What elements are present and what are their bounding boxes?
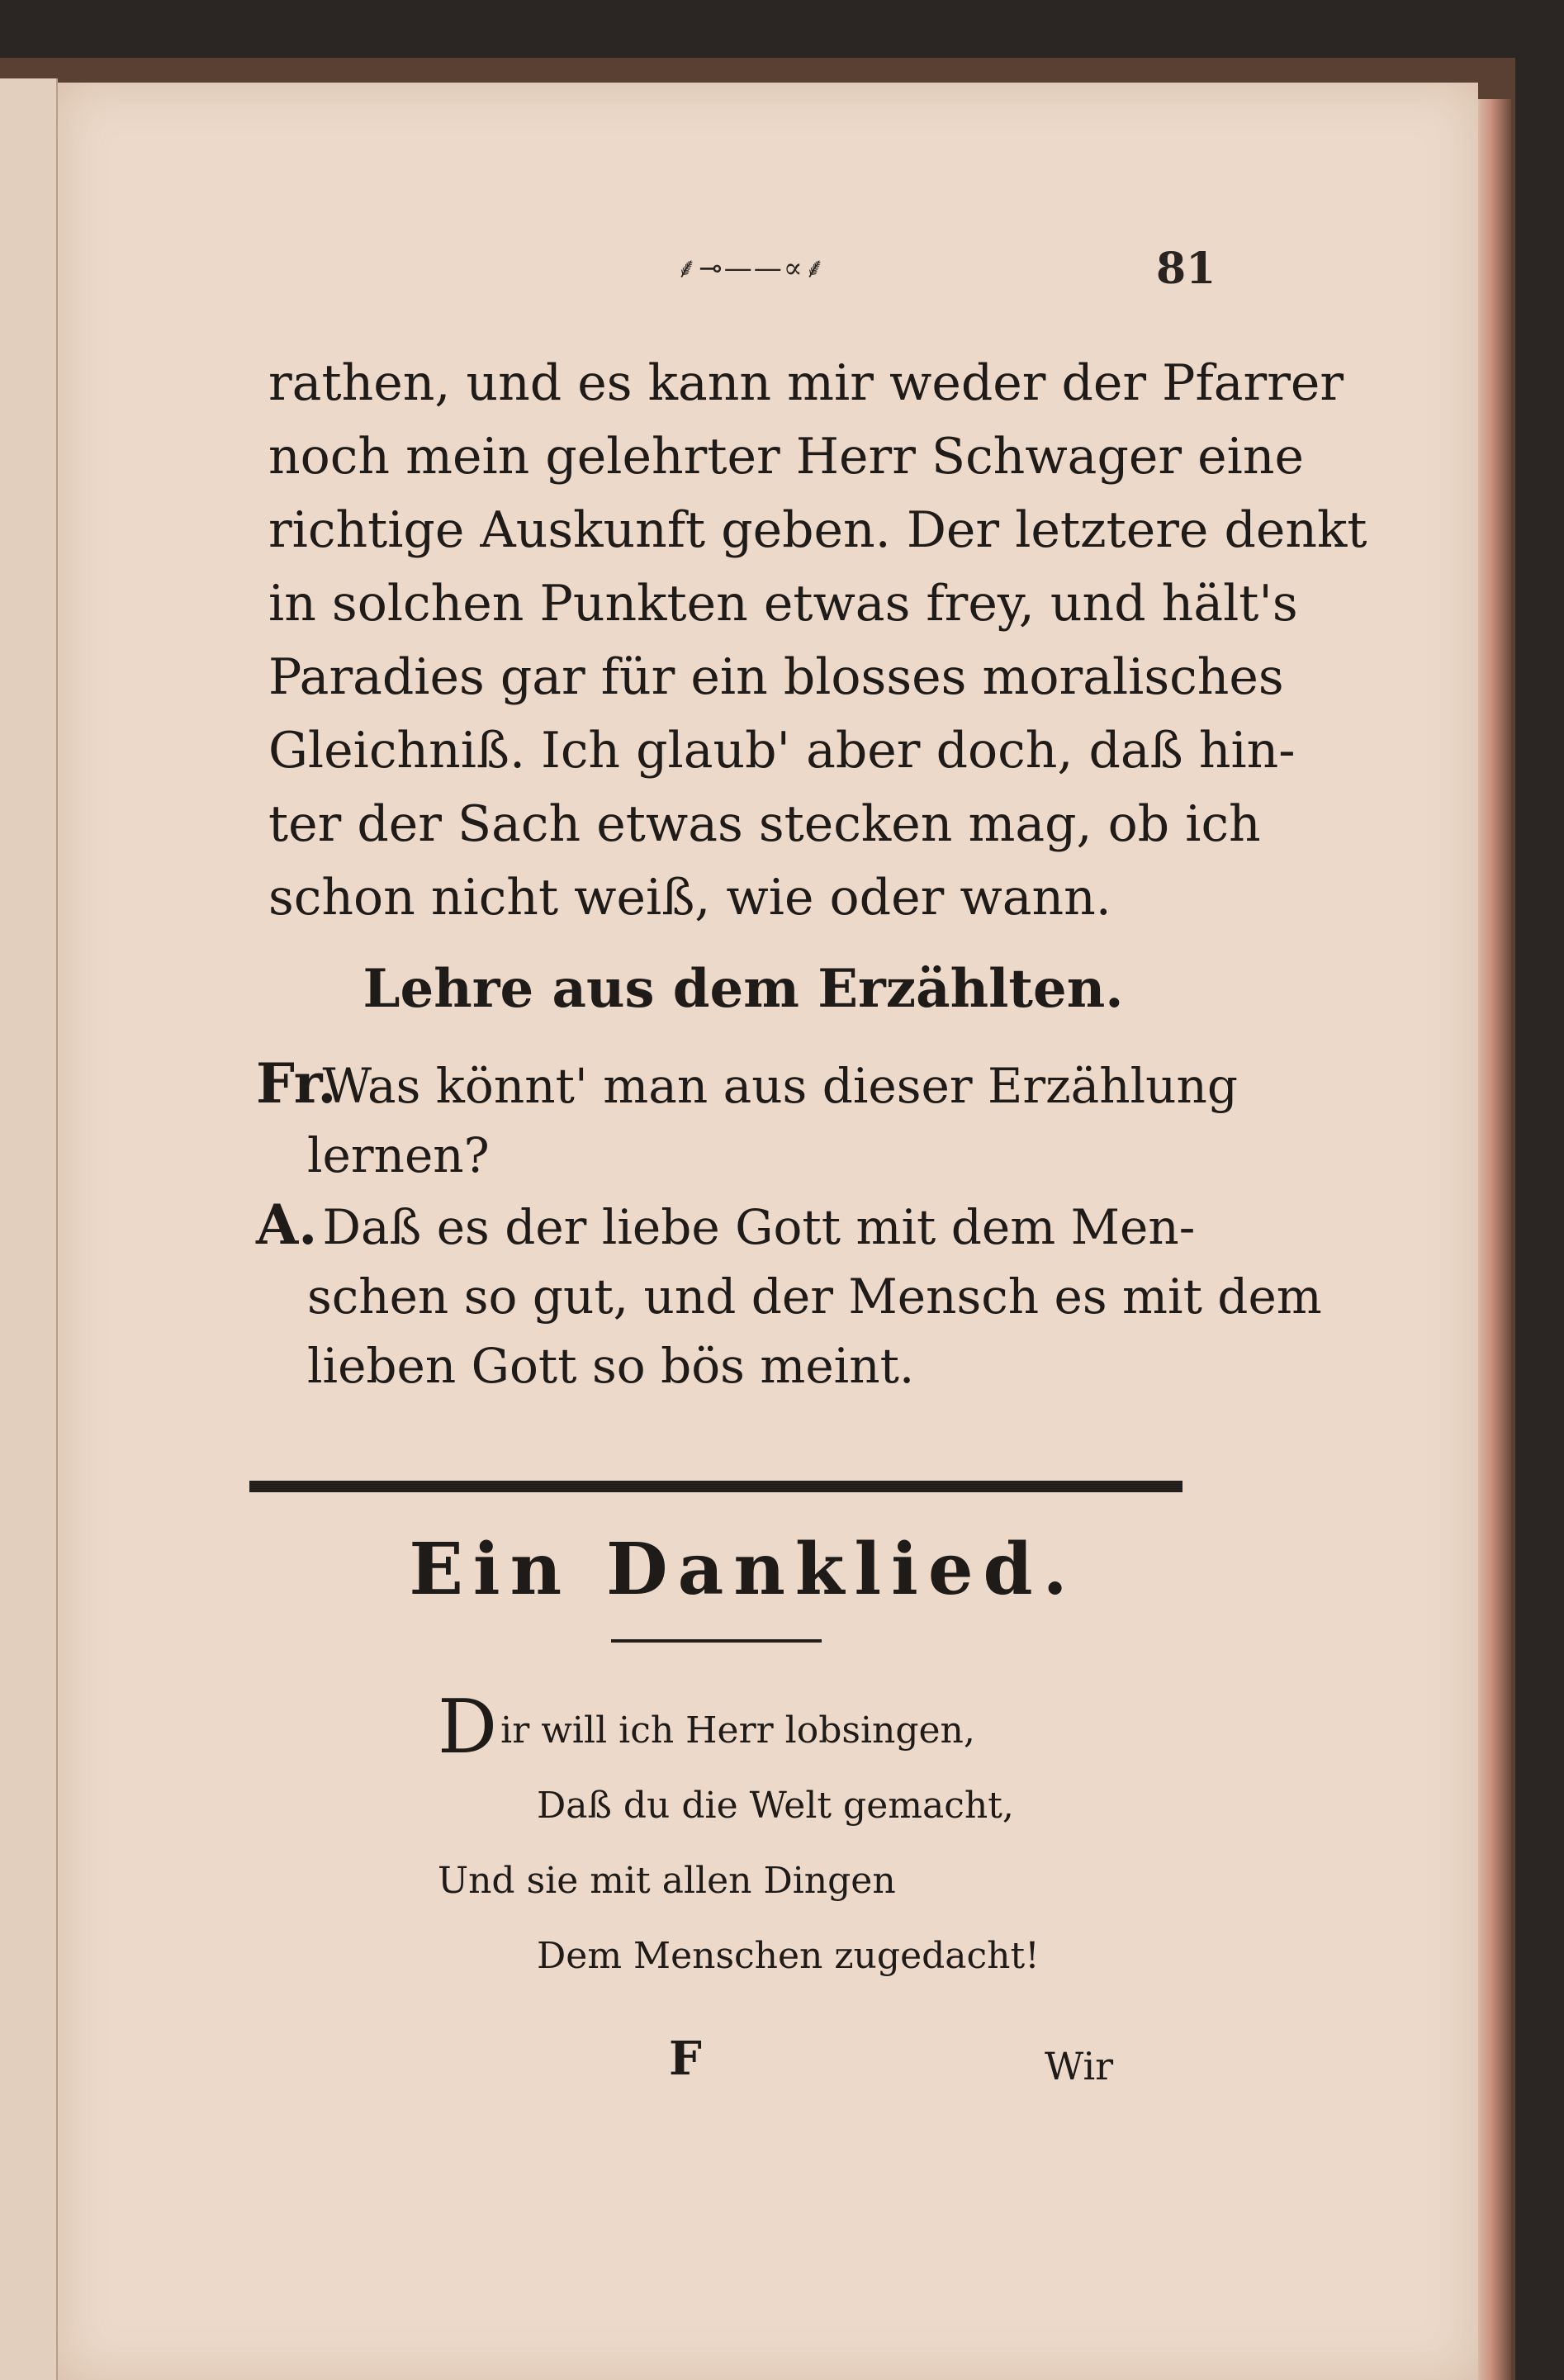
catchword: Wir — [1045, 2044, 1114, 2088]
text-line: schon nicht weiß, wie oder wann. — [268, 869, 1111, 927]
question-answer-block — [256, 1049, 1322, 1401]
text-line: Gleichniß. Ich glaub' aber doch, daß hin- — [268, 722, 1296, 780]
question — [256, 1049, 1238, 1121]
facing-page-edge — [0, 78, 58, 2380]
text-line: noch mein gelehrter Herr Schwager eine — [268, 428, 1304, 486]
question-continuation: lernen? — [307, 1127, 490, 1183]
header-ornament: ⸙⊸——∝⸙ — [675, 252, 827, 285]
answer-text: Daß es der liebe Gott mit dem Men- — [322, 1199, 1196, 1255]
answer-continuation: schen so gut, und der Mensch es mit dem — [307, 1268, 1322, 1325]
poem-line: Dem Menschen zugedacht! — [537, 1935, 1040, 1977]
text-line: ter der Sach etwas stecken mag, ob ich — [268, 795, 1261, 853]
poem-line — [438, 1684, 1098, 1771]
page-number: 81 — [1156, 244, 1216, 294]
question-text: Was könnt' man aus dieser Erzählung — [322, 1058, 1238, 1114]
signature-mark: F — [669, 2032, 702, 2086]
text-line: richtige Auskunft geben. Der letztere denkt — [268, 501, 1367, 559]
song-title: Ein Danklied. — [409, 1528, 1078, 1611]
text-line: in solchen Punkten etwas frey, und hält's — [268, 575, 1298, 633]
poem-line-text: ir will ich Herr lobsingen, — [500, 1709, 975, 1752]
text-line: rathen, und es kann mir weder der Pfarrer — [268, 354, 1344, 412]
section-divider — [249, 1481, 1182, 1492]
poem-line: Daß du die Welt gemacht, — [537, 1785, 1014, 1827]
section-heading: Lehre aus dem Erzählten. — [363, 958, 1124, 1020]
body-paragraph — [268, 347, 1367, 935]
text-line: Paradies gar für ein blosses moralisches — [268, 648, 1284, 706]
answer-continuation: lieben Gott so bös meint. — [307, 1338, 915, 1394]
page-block-edge — [1478, 99, 1511, 2380]
poem-stanza — [438, 1684, 1098, 1994]
question-label: Fr. — [256, 1051, 337, 1116]
answer-label: A. — [256, 1192, 318, 1257]
answer — [256, 1190, 1214, 1262]
title-underline — [611, 1639, 822, 1643]
drop-capital: D — [438, 1684, 498, 1771]
poem-line: Und sie mit allen Dingen — [438, 1860, 896, 1902]
